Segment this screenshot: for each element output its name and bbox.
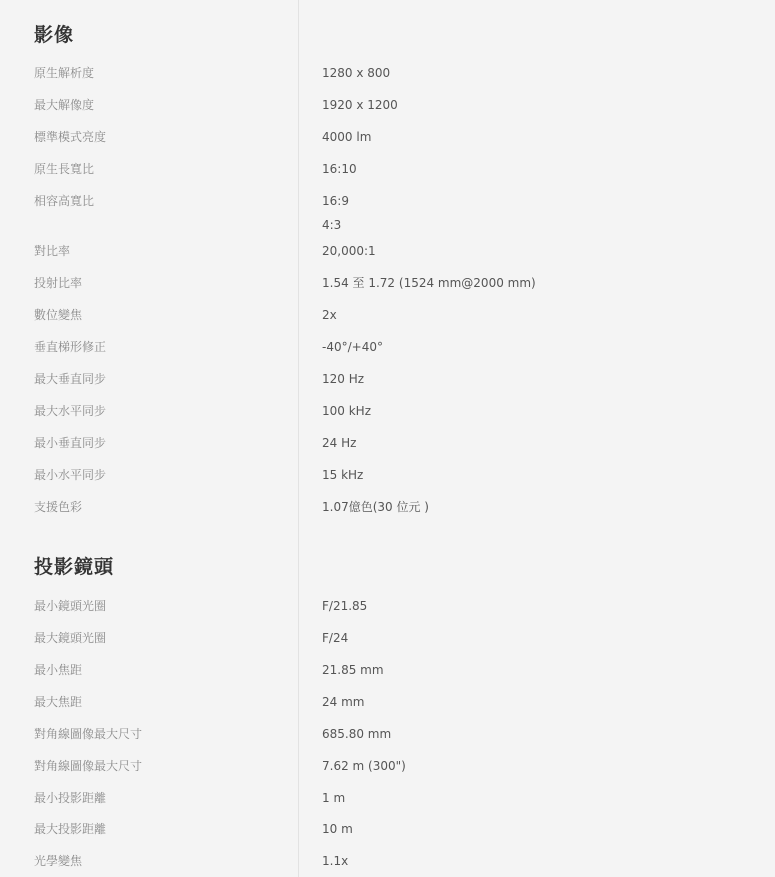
spec-value: 2x [322, 308, 337, 322]
spec-value: 1.1x [322, 854, 349, 868]
spec-label: 垂直梯形修正 [34, 340, 107, 354]
spec-label: 最小投影距離 [34, 791, 107, 805]
spec-value: 1.07億色(30 位元 ) [322, 500, 429, 514]
spec-label: 最大鏡頭光圈 [34, 631, 107, 645]
spec-label: 最小鏡頭光圈 [34, 599, 107, 613]
column-divider [298, 0, 299, 877]
spec-label: 最大水平同步 [34, 404, 107, 418]
spec-label: 最大焦距 [34, 695, 83, 709]
spec-value: 1.54 至 1.72 (1524 mm@2000 mm) [322, 276, 536, 290]
spec-value: F/24 [322, 631, 349, 645]
section-title-projection-lens: 投影鏡頭 [34, 556, 115, 578]
spec-label: 標準模式亮度 [34, 130, 107, 144]
section-title-image: 影像 [34, 24, 75, 46]
spec-label: 原生解析度 [34, 66, 95, 80]
spec-value: 20,000:1 [322, 244, 376, 258]
spec-value: 16:9 4:3 [322, 194, 349, 232]
spec-label: 支援色彩 [34, 500, 83, 514]
spec-label: 相容高寬比 [34, 194, 95, 208]
spec-value: 15 kHz [322, 468, 364, 482]
spec-value: 1 m [322, 791, 346, 805]
spec-value: 10 m [322, 822, 353, 836]
spec-label: 最大投影距離 [34, 822, 107, 836]
spec-label: 對角線圖像最大尺寸 [34, 727, 143, 741]
spec-label: 最大解像度 [34, 98, 95, 112]
spec-value: 685.80 mm [322, 727, 392, 741]
spec-value: 1920 x 1200 [322, 98, 398, 112]
spec-label: 數位變焦 [34, 308, 83, 322]
spec-value: 16:10 [322, 162, 357, 176]
spec-label: 投射比率 [34, 276, 83, 290]
spec-value: F/21.85 [322, 599, 368, 613]
spec-value: 1280 x 800 [322, 66, 391, 80]
spec-label: 最小焦距 [34, 663, 83, 677]
spec-value: 24 Hz [322, 436, 357, 450]
spec-value: 24 mm [322, 695, 365, 709]
spec-label: 光學變焦 [34, 854, 83, 868]
spec-label: 原生長寬比 [34, 162, 95, 176]
spec-label: 最小水平同步 [34, 468, 107, 482]
spec-value: 120 Hz [322, 372, 365, 386]
spec-label: 對角線圖像最大尺寸 [34, 759, 143, 773]
spec-label: 最大垂直同步 [34, 372, 107, 386]
spec-value: -40°/+40° [322, 340, 383, 354]
spec-label: 對比率 [34, 244, 71, 258]
spec-value: 4000 lm [322, 130, 372, 144]
spec-value: 21.85 mm [322, 663, 384, 677]
spec-label: 最小垂直同步 [34, 436, 107, 450]
spec-value: 100 kHz [322, 404, 371, 418]
spec-value: 7.62 m (300") [322, 759, 406, 773]
